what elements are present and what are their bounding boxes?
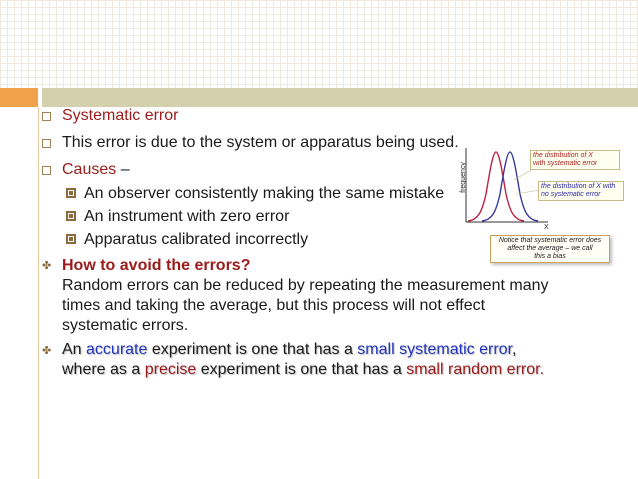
avoid-text-line-1: Random errors can be reduced by repeating the measurement many xyxy=(62,277,549,294)
callout-text: this a bias xyxy=(534,253,566,260)
sub-bullet-icon xyxy=(66,211,76,221)
final-text: where as a xyxy=(62,361,145,378)
callout-bias-note xyxy=(490,235,610,263)
bullet-systematic-error: Systematic error xyxy=(62,107,179,124)
sub-bullet-icon xyxy=(66,188,76,198)
sub-bullet-observer: An observer consistently making the same mistake xyxy=(84,185,445,202)
square-bullet-icon xyxy=(42,139,51,148)
callout-text: with systematic error xyxy=(533,160,598,167)
callout-text: the distribution of X with xyxy=(541,183,616,190)
final-statement-line-1 xyxy=(62,340,516,359)
final-statement-line-2 xyxy=(62,360,544,379)
callout-text: Notice that systematic error does xyxy=(498,237,602,244)
distribution-figure xyxy=(452,146,624,266)
term-precise: precise xyxy=(144,361,197,378)
avoid-text-line-3: systematic errors. xyxy=(62,317,189,334)
final-text: experiment is one that has a xyxy=(196,361,407,378)
diamond-bullet-icon: ✤ xyxy=(42,260,52,272)
term-small-systematic-error: small systematic error xyxy=(357,341,512,358)
x-axis-label: X xyxy=(544,224,549,231)
callout-text: the distribution of X xyxy=(533,152,593,159)
red-curve xyxy=(468,152,524,221)
sub-bullet-icon xyxy=(66,234,76,244)
avoid-heading: How to avoid the errors? xyxy=(62,257,251,274)
square-bullet-icon xyxy=(42,112,51,121)
causes-label: Causes xyxy=(62,161,117,178)
bullet-error-due-to-system: This error is due to the system or apparatus being used. xyxy=(62,134,459,151)
term-accurate: accurate xyxy=(86,341,148,358)
callout-text: no systematic error xyxy=(541,191,601,198)
avoid-text-line-2: times and taking the average, but this process will not effect xyxy=(62,297,486,314)
callout-with-systematic-error xyxy=(530,150,620,170)
causes-dash: – xyxy=(116,161,130,178)
callout-text: affect the average – we call xyxy=(507,245,593,252)
final-text: , xyxy=(512,341,517,358)
final-text: An xyxy=(62,341,87,358)
callout-no-systematic-error xyxy=(538,181,624,201)
square-bullet-icon xyxy=(42,166,51,175)
sub-bullet-apparatus: Apparatus calibrated incorrectly xyxy=(84,231,309,248)
y-axis-label: frequency xyxy=(459,162,467,193)
term-small-random-error: small random error. xyxy=(406,361,545,378)
bullet-causes xyxy=(62,160,130,179)
final-text: experiment is one that has a xyxy=(147,341,358,358)
sub-bullet-instrument: An instrument with zero error xyxy=(84,208,290,225)
diamond-bullet-icon: ✤ xyxy=(42,345,52,357)
